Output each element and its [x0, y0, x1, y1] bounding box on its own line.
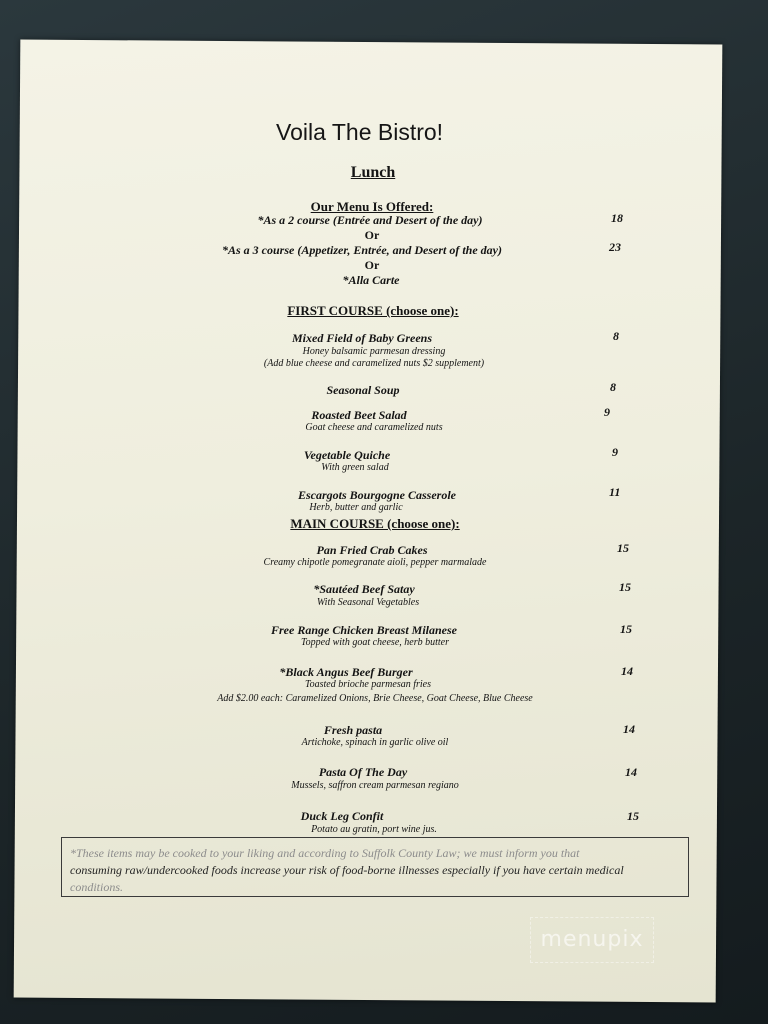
first-course-item-name: Seasonal Soup — [326, 383, 400, 397]
disclaimer-line: consuming raw/undercooked foods increase your risk of food-borne illnesses especially if you have certain medical — [70, 863, 624, 877]
menupix-watermark: menupix — [530, 917, 654, 963]
main-course-item-desc: Mussels, saffron cream parmesan regiano — [291, 780, 459, 791]
first-course-item-name: Roasted Beet Salad — [311, 408, 407, 422]
main-course-item-desc: Artichoke, spinach in garlic olive oil — [301, 737, 449, 748]
main-course-item-desc: Creamy chipotle pomegranate aioli, pepper marmalade — [263, 557, 487, 568]
disclaimer-line: conditions. — [70, 880, 123, 894]
first-course-item-price: 11 — [609, 485, 621, 499]
main-course-header: MAIN COURSE (choose one): — [290, 516, 460, 531]
first-course-item-desc: Herb, butter and garlic — [309, 502, 403, 513]
first-course-item-price: 8 — [610, 380, 616, 394]
first-course-header: FIRST COURSE (choose one): — [287, 303, 459, 318]
main-course-item-name: *Sautéed Beef Satay — [313, 582, 415, 596]
main-course-item-desc: With Seasonal Vegetables — [316, 597, 420, 608]
first-course-item-desc: Honey balsamic parmesan dressing — [302, 346, 446, 357]
main-course-item-desc: Potato au gratin, port wine jus. — [311, 824, 437, 835]
main-course-item-name: Free Range Chicken Breast Milanese — [270, 623, 458, 637]
section-title: Lunch — [350, 164, 396, 181]
first-course-item-desc: (Add blue cheese and caramelized nuts $2 supplement) — [263, 358, 485, 369]
food-safety-disclaimer — [61, 837, 689, 897]
offer-three-course-price: 23 — [609, 240, 621, 254]
main-course-item-price: 15 — [619, 580, 631, 594]
main-course-item-desc: Add $2.00 each: Caramelized Onions, Brie Cheese, Goat Cheese, Blue Cheese — [217, 693, 533, 704]
main-course-item-price: 15 — [617, 541, 629, 555]
offer-header: Our Menu Is Offered: — [310, 199, 434, 214]
first-course-item-desc: With green salad — [321, 462, 389, 473]
main-course-item-price: 14 — [625, 765, 637, 779]
first-course-item-name: Escargots Bourgogne Casserole — [297, 488, 457, 502]
first-course-item-desc: Goat cheese and caramelized nuts — [305, 422, 443, 433]
main-course-item-name: *Black Angus Beef Burger — [279, 665, 413, 679]
offer-or-2: Or — [364, 258, 380, 272]
main-course-item-desc: Toasted brioche parmesan fries — [304, 679, 432, 690]
main-course-item-name: Fresh pasta — [323, 723, 383, 737]
main-course-item-name: Pan Fried Crab Cakes — [316, 543, 428, 557]
restaurant-title: Voila The Bistro! — [276, 119, 444, 145]
main-course-item-price: 14 — [621, 664, 633, 678]
first-course-item-name: Mixed Field of Baby Greens — [292, 331, 432, 345]
offer-three-course: *As a 3 course (Appetizer, Entrée, and Desert of the day) — [222, 243, 502, 257]
first-course-item-price: 8 — [613, 329, 619, 343]
main-course-item-name: Duck Leg Confit — [300, 809, 384, 823]
offer-two-course-price: 18 — [611, 211, 623, 225]
offer-two-course: *As a 2 course (Entrée and Desert of the day) — [257, 213, 483, 227]
main-course-item-price: 15 — [620, 622, 632, 636]
first-course-item-price: 9 — [604, 405, 610, 419]
offer-alla-carte: *Alla Carte — [342, 273, 400, 287]
first-course-item-price: 9 — [612, 445, 618, 459]
main-course-item-name: Pasta Of The Day — [318, 765, 408, 779]
offer-or-1: Or — [364, 228, 380, 242]
main-course-item-price: 15 — [627, 809, 639, 823]
main-course-item-desc: Topped with goat cheese, herb butter — [301, 637, 449, 648]
first-course-item-name: Vegetable Quiche — [303, 448, 391, 462]
main-course-item-price: 14 — [623, 722, 635, 736]
disclaimer-line: *These items may be cooked to your liking and according to Suffolk County Law; we must inform you that — [70, 846, 580, 860]
